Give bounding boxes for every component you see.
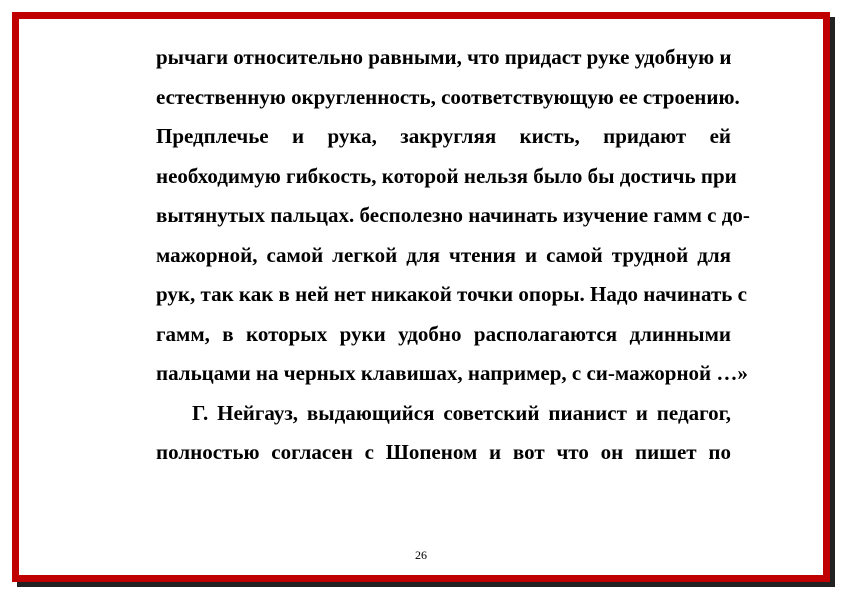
text-line: пальцами на черных клавишах, например, с си-мажорной …» [156, 361, 748, 385]
text-line: вытянутых пальцах. бесполезно начинать изучение гамм с до- [156, 203, 750, 227]
page-number: 26 [415, 548, 427, 562]
text-line: гамм, в которых руки удобно располагаются длинными [156, 321, 731, 346]
text-line: мажорной, самой легкой для чтения и самой трудной для [156, 242, 731, 267]
text-line: Г. Нейгауз, выдающийся советский пианист и педагог, [192, 400, 731, 425]
text-line: необходимую гибкость, которой нельзя было бы достичь при [156, 163, 737, 188]
body-text [156, 38, 750, 473]
text-line: рычаги относительно равными, что придаст руке удобную и [156, 45, 732, 69]
text-line: Предплечье и рука, закругляя кисть, придают ей [156, 124, 731, 148]
text-line: естественную округленность, соответствующую ее строению. [156, 84, 740, 109]
text-line: полностью согласен с Шопеном и вот что он пишет по [156, 440, 731, 464]
text-line: рук, так как в ней нет никакой точки опоры. Надо начинать с [156, 282, 747, 306]
